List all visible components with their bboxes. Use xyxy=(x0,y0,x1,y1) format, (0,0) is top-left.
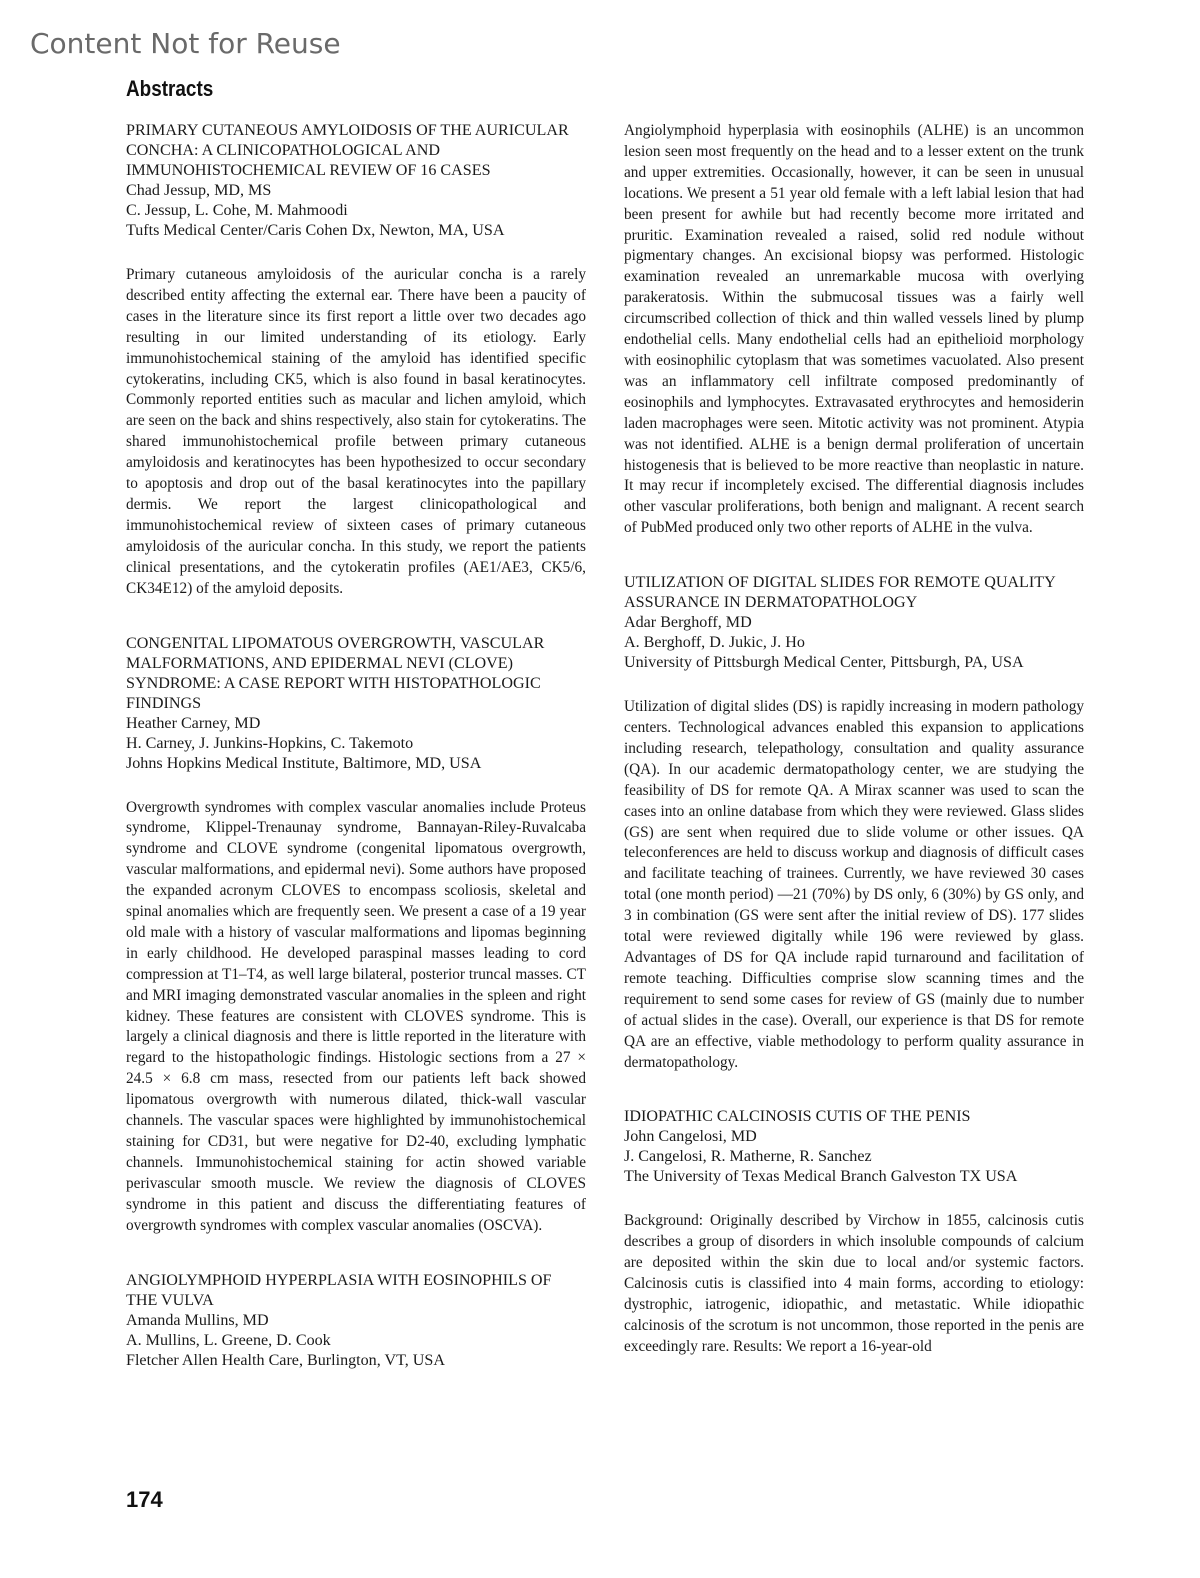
abstract-authors: C. Jessup, L. Cohe, M. Mahmoodi xyxy=(126,202,348,219)
abstract-title: CONGENITAL LIPOMATOUS OVERGROWTH, VASCULAR MALFORMATIONS, AND EPIDERMAL NEVI (CLOVE) SYNDROME: A CASE REPORT WITH HISTOPATHOLOGIC FINDINGS xyxy=(126,634,545,712)
abstract-institution: University of Pittsburgh Medical Center, Pittsburgh, PA, USA xyxy=(624,654,1024,672)
page-number: 174 xyxy=(126,1487,163,1512)
abstract-presenter: Amanda Mullins, MD xyxy=(126,1311,269,1329)
abstract-authors: A. Mullins, L. Greene, D. Cook xyxy=(126,1331,331,1349)
abstract-authors: H. Carney, J. Junkins-Hopkins, C. Takemoto xyxy=(126,734,414,752)
abstract-title: UTILIZATION OF DIGITAL SLIDES FOR REMOTE QUALITY ASSURANCE IN DERMATOPATHOLOGY xyxy=(624,574,1056,612)
abstract-institution: Tufts Medical Center/Caris Cohen Dx, Newton, MA, USA xyxy=(126,222,505,239)
abstract-institution: The University of Texas Medical Branch Galveston TX USA xyxy=(624,1168,1018,1186)
abstract-presenter: Heather Carney, MD xyxy=(126,714,261,732)
abstract-title: IDIOPATHIC CALCINOSIS CUTIS OF THE PENIS xyxy=(624,1108,971,1126)
abstract-alhe-vulva xyxy=(126,1271,586,1371)
abstract-body: Primary cutaneous amyloidosis of the auricular concha is a rarely described entity affecting the external ear. There have been a paucity of cases in the literature since its first report a little over two decades ago resulting in our limited understanding of its etiology. Early immunohistochemical staining of the amyloid has identified specific cytokeratins, including CK5, which is also found in basal keratinocytes. Commonly reported entities such as macular and lichen amyloid, which are seen on the back and shins respectively, also stain for cytokeratins. The shared immunohistochemical profile between primary cutaneous amyloidosis and keratinocytes has been hypothesized to occur secondary to apoptosis and drop out of the basal keratinocytes into the papillary dermis. We report the largest clinicopathological and immunohistochemical review of sixteen cases of primary cutaneous amyloidosis of the auricular concha. In this study, we report the patients clinical presentations, and the cytokeratin profiles (AE1/AE3, CK5/6, CK34E12) of the amyloid deposits. xyxy=(126,266,586,597)
abstract-authors: A. Berghoff, D. Jukic, J. Ho xyxy=(624,634,805,652)
abstract-title: ANGIOLYMPHOID HYPERPLASIA WITH EOSINOPHILS OF THE VULVA xyxy=(126,1271,552,1309)
watermark-text: Content Not for Reuse xyxy=(30,27,341,60)
abstract-presenter: John Cangelosi, MD xyxy=(624,1128,757,1146)
abstract-calcinosis-cutis xyxy=(624,1107,1084,1357)
abstract-alhe-continuation xyxy=(624,121,1084,539)
abstract-authors: J. Cangelosi, R. Matherne, R. Sanchez xyxy=(624,1148,872,1166)
abstract-body: Utilization of digital slides (DS) is rapidly increasing in modern pathology centers. Technological advances enabled this expansion to applications including research, telepathology, consultation and quality assurance (QA). In our academic dermatopathology center, we are studying the feasibility of DS for remote QA. A Mirax scanner was used to scan the cases into an online database from which they were reviewed. Glass slides (GS) are sent when required due to slide volume or other issues. QA teleconferences are held to discuss workup and diagnosis of difficult cases and facilitate teaching of trainees. Currently, we have reviewed 30 cases total (one month period) —21 (70%) by DS only, 6 (30%) by GS only, and 3 in combination (GS were sent after the initial review of DS). 177 slides total were reviewed digitally while 196 were reviewed by glass. Advantages of DS for QA include rapid turnaround and facilitation of remote teaching. Difficulties comprise slow scanning times and the requirement to send some cases for review of GS (mainly due to number of actual slides in the case). Overall, our experience is that DS for remote QA are an effective, viable methodology to perform quality assurance in dermatopathology. xyxy=(624,698,1084,1071)
section-title: Abstracts xyxy=(126,76,214,101)
abstract-amyloidosis xyxy=(126,121,586,600)
abstract-body: Angiolymphoid hyperplasia with eosinophils (ALHE) is an uncommon lesion seen most frequently on the head and to a lesser extent on the trunk and upper extremities. Occasionally, however, it can be seen in unusual locations. We present a 51 year old female with a left labial lesion that had been present for awhile but had recently become more irritated and pruritic. Examination revealed a raised, solid red nodule without pigmentary changes. An excisional biopsy was performed. Histologic examination revealed an unremarkable mucosa with overlying parakeratosis. Within the submucosal tissues was a fairly well circumscribed collection of thick and thin walled vessels lined by plump endothelial cells. Many endothelial cells had an epithelioid morphology with eosinophilic cytoplasm that was sometimes vacuolated. Also present was an inflammatory cell infiltrate composed predominantly of eosinophils and lymphocytes. Extravasated erythrocytes and hemosiderin laden macrophages were seen. Mitotic activity was not prominent. Atypia was not identified. ALHE is a benign dermal proliferation of uncertain histogenesis that is believed to be more reactive than neoplastic in nature. It may recur if incompletely excised. The differential diagnosis includes other vascular proliferations, both benign and malignant. A recent search of PubMed produced only two other reports of ALHE in the vulva. xyxy=(624,122,1084,537)
abstract-presenter: Chad Jessup, MD, MS xyxy=(126,182,272,199)
abstract-title: PRIMARY CUTANEOUS AMYLOIDOSIS OF THE AURICULAR CONCHA: A CLINICOPATHOLOGICAL AND IMMUNOHISTOCHEMICAL REVIEW OF 16 CASES xyxy=(126,122,569,179)
abstract-clove-syndrome xyxy=(126,634,586,1237)
abstract-institution: Fletcher Allen Health Care, Burlington, VT, USA xyxy=(126,1351,445,1369)
abstract-institution: Johns Hopkins Medical Institute, Baltimore, MD, USA xyxy=(126,754,482,772)
left-column xyxy=(126,121,586,1371)
abstract-presenter: Adar Berghoff, MD xyxy=(624,614,752,632)
abstract-body: Background: Originally described by Virchow in 1855, calcinosis cutis describes a group of disorders in which insoluble compounds of calcium are deposited within the skin due to local and/or systemic factors. Calcinosis cutis is classified into 4 main forms, according to etiology: dystrophic, iatrogenic, idiopathic, and metastatic. While idiopathic calcinosis of the scrotum is not uncommon, those reported in the penis are exceedingly rare. Results: We report a 16-year-old xyxy=(624,1212,1084,1355)
right-column xyxy=(624,121,1084,1358)
abstract-body: Overgrowth syndromes with complex vascular anomalies include Proteus syndrome, Klippel-Trenaunay syndrome, Bannayan-Riley-Ruvalcaba syndrome and CLOVE syndrome (congenital lipomatous overgrowth, vascular malformations, and epidermal nevi). Some authors have proposed the expanded acronym CLOVES to encompass scoliosis, skeletal and spinal anomalies which are frequently seen. We present a case of a 19 year old male with a history of vascular malformations and lipomas beginning in early childhood. He developed paraspinal masses leading to cord compression at T1–T4, as well large bilateral, posterior truncal masses. CT and MRI imaging demonstrated vascular anomalies in the spleen and right kidney. These features are consistent with CLOVES syndrome. This is largely a clinical diagnosis and there is little reported in the literature with regard to the histopathologic findings. Histologic sections from a 27 × 24.5 × 6.8 cm mass, resected from our patients left back showed lipomatous overgrowth with numerous dilated, thick-wall vascular channels. The vascular spaces were highlighted by immunohistochemical staining for CD31, but were negative for D2-40, excluding lymphatic channels. Immunohistochemical staining for actin showed variable perivascular smooth muscle. We review the diagnosis of CLOVES syndrome in this patient and discuss the differentiating features of overgrowth syndromes with complex vascular anomalies (OSCVA). xyxy=(126,798,586,1234)
abstract-digital-slides xyxy=(624,573,1084,1073)
